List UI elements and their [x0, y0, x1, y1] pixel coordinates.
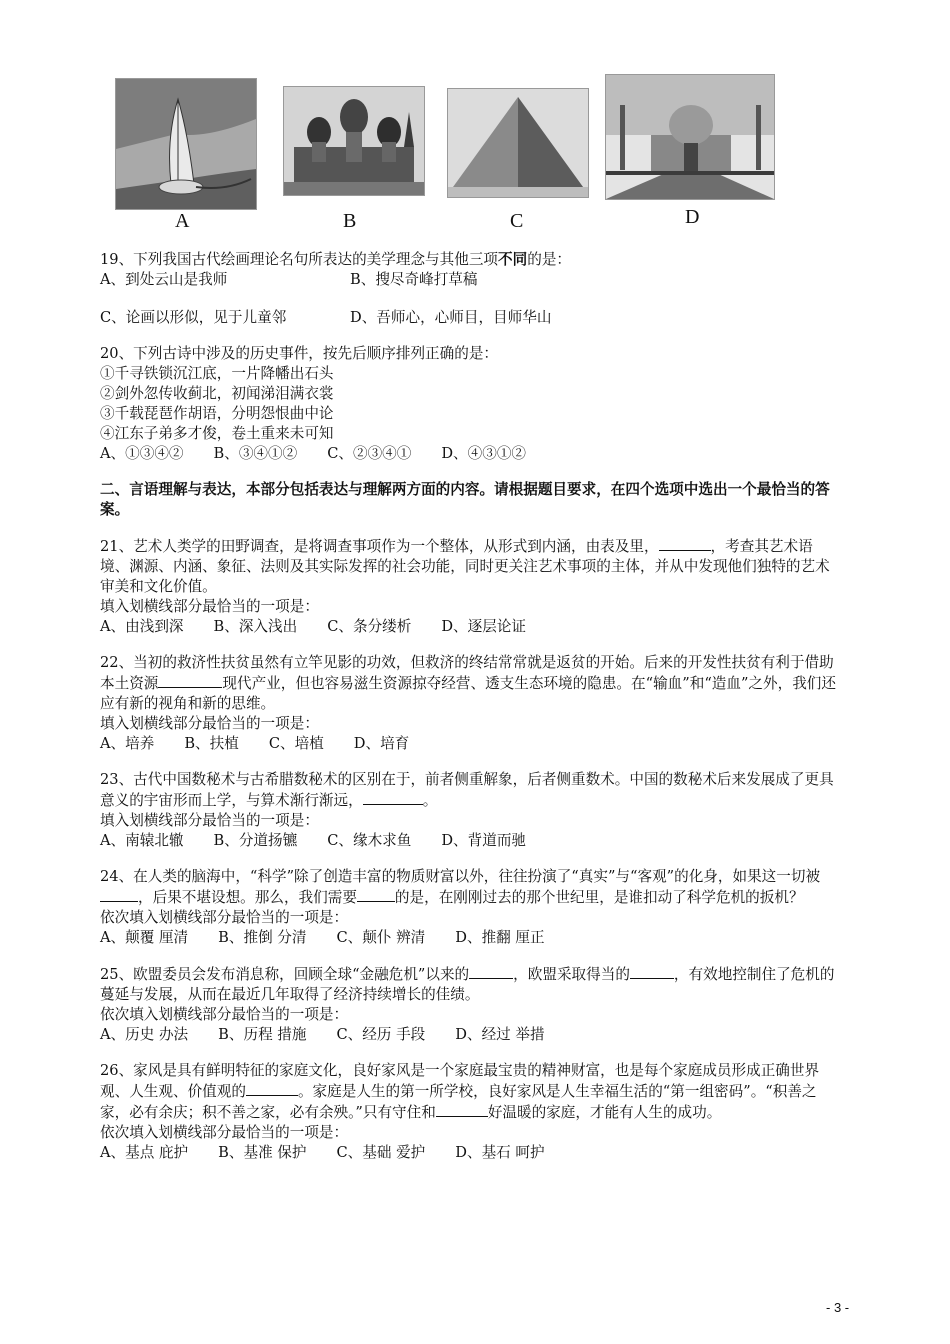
q22-stem — [100, 653, 840, 714]
question-26 — [100, 1061, 840, 1163]
q20-poem-1: ①千寻铁锁沉江底，一片降幡出石头 — [100, 365, 334, 382]
q25-stem — [100, 964, 840, 1005]
taj-mahal-photo — [605, 74, 775, 200]
q24-option-d: D、推翻 厘正 — [455, 929, 545, 946]
q25-blank-1 — [469, 964, 513, 979]
page-number: - 3 - — [826, 1300, 850, 1315]
q26-options — [100, 1143, 840, 1163]
q24-text-1: 24、在人类的脑海中，“科学”除了创造丰富的物质财富以外，往往扮演了“真实”与“客观”的化身，如果这一切被 — [100, 868, 821, 885]
q24-prompt: 依次填入划横线部分最恰当的一项是： — [100, 909, 349, 926]
q24-stem — [100, 867, 840, 908]
q23-option-c: C、缘木求鱼 — [327, 832, 412, 849]
q24-text-2: ，后果不堪设想。那么，我们需要 — [138, 889, 357, 906]
q21-text-2: ，考查其艺术语境、渊源、内涵、象征、法则及其实际发挥的社会功能，同时更关注艺术事项的主体，并从中发现他们独特的艺术审美和文化价值。 — [100, 538, 830, 595]
question-24 — [100, 867, 840, 948]
q26-text-2: 。家庭是人生的第一所学校，良好家风是人生幸福生活的“第一组密码”。“积善之家，必有余庆；积不善之家，必有余殃。”只有守住和 — [100, 1083, 817, 1121]
question-22 — [100, 653, 840, 754]
question-23 — [100, 770, 840, 851]
q25-text-1: 25、欧盟委员会发布消息称，回顾全球“金融危机”以来的 — [100, 966, 470, 983]
q22-text-2: 现代产业，但也容易滋生资源掠夺经营、透支生态环境的隐患。在“输血”和“造血”之外，我们还应有新的视角和新的思维。 — [100, 675, 836, 712]
q24-blank-2 — [357, 887, 395, 902]
section-2-heading: 二、言语理解与表达，本部分包括表达与理解两方面的内容。请根据题目要求，在四个选项中选出一个最恰当的答案。 — [100, 481, 830, 518]
q25-text-2: ，欧盟采取得当的 — [513, 966, 630, 983]
question-25 — [100, 964, 840, 1045]
burj-al-arab-photo — [115, 78, 257, 210]
q21-options — [100, 617, 840, 637]
q20-stem: 20、下列古诗中涉及的历史事件，按先后顺序排列正确的是： — [100, 345, 499, 362]
q26-option-c: C、基础 爱护 — [336, 1144, 426, 1161]
q26-option-d: D、基石 呵护 — [455, 1144, 545, 1161]
q20-options — [100, 444, 840, 464]
q21-option-b: B、深入浅出 — [213, 618, 298, 635]
q21-option-a: A、由浅到深 — [100, 618, 184, 635]
q24-option-a: A、颠覆 厘清 — [100, 929, 189, 946]
q25-prompt: 依次填入划横线部分最恰当的一项是： — [100, 1006, 349, 1023]
q22-options — [100, 734, 840, 754]
q23-prompt: 填入划横线部分最恰当的一项是： — [100, 812, 319, 829]
q22-option-d: D、培育 — [353, 735, 410, 752]
q21-blank — [659, 536, 711, 551]
q23-option-b: B、分道扬镳 — [213, 832, 298, 849]
pyramid-photo — [447, 88, 589, 198]
q19-option-a: A、到处云山是我师 — [100, 271, 228, 288]
q26-option-a: A、基点 庇护 — [100, 1144, 189, 1161]
q24-options — [100, 928, 840, 948]
q26-blank-2 — [436, 1102, 488, 1117]
caption-c: C — [510, 210, 524, 232]
q25-option-b: B、历程 措施 — [218, 1026, 307, 1043]
q25-option-a: A、历史 办法 — [100, 1026, 189, 1043]
q26-text-1: 26、家风是具有鲜明特征的家庭文化，良好家风是一个家庭最宝贵的精神财富，也是每个家庭成员形成正确世界观、人生观、价值观的 — [100, 1062, 820, 1100]
q21-text-1: 21、艺术人类学的田野调查，是将调查事项作为一个整体，从形式到内涵，由表及里， — [100, 538, 659, 555]
q25-option-d: D、经过 举措 — [455, 1026, 545, 1043]
q19-option-c: C、论画以形似，见于儿童邻 — [100, 309, 287, 326]
caption-b: B — [343, 210, 357, 232]
q23-blank — [363, 790, 423, 805]
q20-poem-2: ②剑外忽传收蓟北，初闻涕泪满衣裳 — [100, 385, 334, 402]
q20-poem-3: ③千载琵琶作胡语，分明怨恨曲中论 — [100, 405, 334, 422]
q19-option-d: D、吾师心，心师目，目师华山 — [350, 309, 552, 326]
q20-poem-4: ④江东子弟多才俊，卷土重来未可知 — [100, 425, 334, 442]
q23-option-a: A、南辕北辙 — [100, 832, 184, 849]
q22-blank — [158, 673, 222, 688]
question-19 — [100, 250, 840, 328]
q26-blank-1 — [246, 1081, 298, 1096]
q20-option-d: D、④③①② — [441, 445, 527, 462]
q21-option-d: D、逐层论证 — [441, 618, 527, 635]
q22-option-b: B、扶植 — [184, 735, 239, 752]
caption-a: A — [175, 210, 190, 232]
q21-option-c: C、条分缕析 — [327, 618, 412, 635]
q25-text-3: ，有效地控制住了危机的蔓延与发展，从而在最近几年取得了经济持续增长的佳绩。 — [100, 966, 835, 1003]
landmark-images — [115, 70, 775, 235]
q23-text-1: 23、古代中国数秘术与古希腊数秘术的区别在于，前者侧重解象，后者侧重数术。中国的数秘术后来发展成了更具意义的宇宙形而上学，与算术渐行渐远， — [100, 771, 834, 809]
caption-d: D — [685, 206, 700, 228]
q23-options — [100, 831, 840, 851]
q19-stem-end: 的是： — [527, 251, 572, 268]
q19-stem-emphasis: 不同 — [498, 251, 528, 268]
q19-option-b: B、搜尽奇峰打草稿 — [350, 271, 478, 288]
q25-blank-2 — [630, 964, 674, 979]
q24-blank-1 — [100, 887, 138, 902]
q20-option-b: B、③④①② — [213, 445, 298, 462]
q21-stem — [100, 536, 840, 597]
q23-text-2: 。 — [422, 792, 438, 809]
question-20 — [100, 344, 840, 464]
q26-text-3: 好温暖的家庭，才能有人生的成功。 — [487, 1104, 722, 1121]
q22-option-a: A、培养 — [100, 735, 155, 752]
st-basils-cathedral-photo — [283, 86, 425, 196]
q24-option-c: C、颠仆 辨清 — [336, 929, 426, 946]
question-21 — [100, 536, 840, 637]
q20-option-c: C、②③④① — [327, 445, 412, 462]
q21-prompt: 填入划横线部分最恰当的一项是： — [100, 598, 319, 615]
q19-options-row2 — [100, 308, 840, 328]
q22-text-1: 22、当初的救济性扶贫虽然有立竿见影的功效，但救济的终结常常就是返贫的开始。后来的开发性扶贫有利于借助本土资源 — [100, 654, 834, 692]
q22-prompt: 填入划横线部分最恰当的一项是： — [100, 715, 319, 732]
q19-stem-text: 19、下列我国古代绘画理论名句所表达的美学理念与其他三项 — [100, 251, 499, 268]
q23-stem — [100, 770, 840, 811]
q19-stem — [100, 250, 840, 270]
q19-options-row1 — [100, 270, 840, 290]
q26-prompt: 依次填入划横线部分最恰当的一项是： — [100, 1124, 349, 1141]
q24-text-3: 的是，在刚刚过去的那个世纪里，是谁扣动了科学危机的扳机？ — [394, 889, 804, 906]
q26-option-b: B、基准 保护 — [218, 1144, 307, 1161]
q26-stem — [100, 1061, 840, 1123]
q24-option-b: B、推倒 分清 — [218, 929, 307, 946]
q22-option-c: C、培植 — [268, 735, 324, 752]
q25-options — [100, 1025, 840, 1045]
q20-option-a: A、①③④② — [100, 445, 184, 462]
q23-option-d: D、背道而驰 — [441, 832, 527, 849]
q25-option-c: C、经历 手段 — [336, 1026, 426, 1043]
questions — [100, 250, 840, 1179]
